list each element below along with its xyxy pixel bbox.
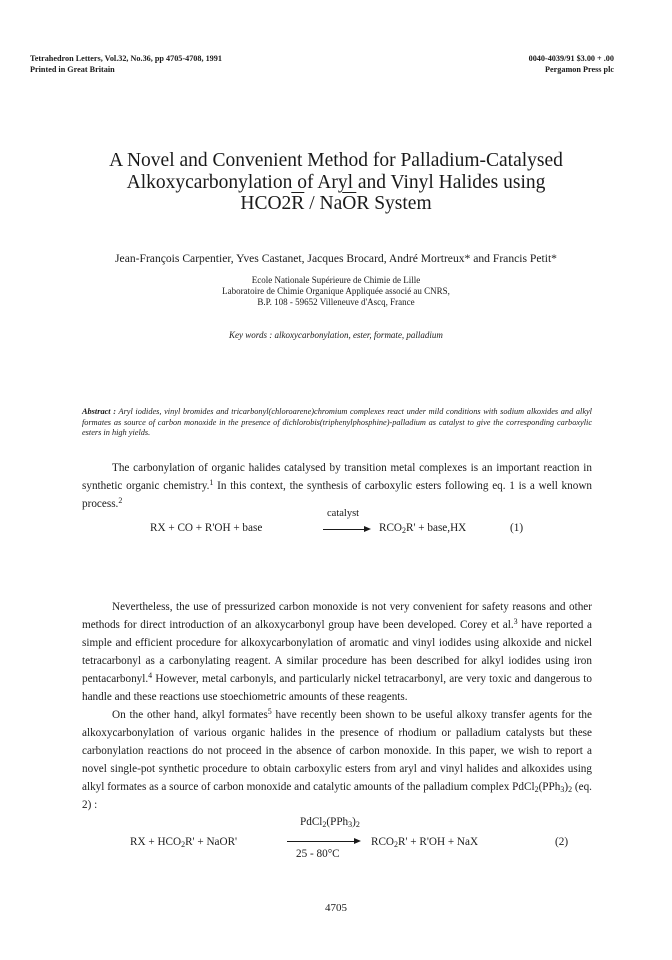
journal-citation: Tetrahedron Letters, Vol.32, No.36, pp 4705-4708, 1991 xyxy=(30,54,222,63)
ref-5: 5 xyxy=(267,707,272,716)
eq2-conditions: 25 - 80°C xyxy=(296,848,340,860)
eq2-number: (2) xyxy=(555,836,569,848)
title-o: $\overline{O}$ xyxy=(342,193,357,214)
page-number: 4705 xyxy=(325,902,347,914)
para2-text-c: However, metal carbonyls, and particularly nickel tetracarbonyl, are very toxic and dangerous to handle and these reactions use stoechiometric amounts of these reagents. xyxy=(82,673,592,703)
para2-text-a: Nevertheless, the use of pressurized carbon monoxide is not very convenient for safety reasons and other methods for direct introduction of an alkoxycarbonyl group have been developed. Corey et al. xyxy=(82,601,592,631)
title-line-3 xyxy=(60,193,612,215)
affiliation-line-2: Laboratoire de Chimie Organique Appliquée associé au CNRS, xyxy=(222,286,450,296)
paragraph-2: Nevertheless, the use of pressurized carbon monoxide is not very convenient for safety reasons and other methods for direct introduction of an alkoxycarbonyl group have been developed. Corey et al.$^3$ have reported a simple and efficient procedure for alkoxycarbonylation of aromatic and vinyl iodides using alkoxide and nickel tetracarbonyl as a carbonylating reagent. A similar procedure has been described for alkyl iodides using iron pentacarbonyl.$^4$ However, metal carbonyls, and particularly nickel tetracarbonyl, are very toxic and dangerous to handle and these reactions use stoechiometric amounts of these reagents. On the other hand, alkyl formates$^5$ have recently been shown to be useful alkoxy transfer agents for the alkoxycarbonylation of various organic halides in the presence of rhodium or palladium catalysts but these carbonylation reactions do not proceed in the absence of carbon monoxide. In this paper, we wish to report a novel single-pot synthetic procedure to obtain carboxylic esters from aryl and vinyl halides and alkoxides using alkyl formates as a source of carbon monoxide and catalytic amounts of the palladium complex $PdCl_2(PPh_3)_2$ (eq. 2) : xyxy=(82,601,592,811)
ref-3: 3 xyxy=(513,617,518,626)
abstract-label: Abstract : xyxy=(82,407,116,416)
eq2-right: $RCO_2R' + R'OH$ + NaX xyxy=(371,836,479,849)
eq1-left: RX + CO + R'OH + base xyxy=(150,522,263,534)
title-system: System xyxy=(369,193,432,214)
affiliation-line-3: B.P. 108 - 59652 Villeneuve d'Ascq, France xyxy=(257,297,415,307)
para2-text-b: have reported a simple and efficient procedure for alkoxycarbonylation of aromatic and vinyl iodides using alkoxide and nickel tetracarbonyl as a carbonylating reagent. A similar procedure has been described for alkyl iodides using iron pentacarbonyl. xyxy=(82,619,592,685)
title-sep: / Na xyxy=(304,193,343,214)
ref-2: 2 xyxy=(118,496,123,505)
authors: Jean-François Carpentier, Yves Castanet, Jacques Brocard, André Mortreux* and Francis Petit* xyxy=(115,252,557,265)
title-r: $\overline{R}$ xyxy=(291,193,305,214)
abstract xyxy=(82,407,592,439)
paper-title xyxy=(60,150,612,215)
eq2-left: RX + $HCO_2R'$ + NaOR' xyxy=(130,836,238,849)
printed-location: Printed in Great Britain xyxy=(30,65,115,74)
title-line-1: A Novel and Convenient Method for Palladium-Catalysed xyxy=(109,150,563,171)
ref-4: 4 xyxy=(148,671,153,680)
ref-1: 1 xyxy=(209,478,214,487)
para1-text-b: In this context, the synthesis of carboxylic esters following eq. 1 is a well known process. xyxy=(82,480,592,510)
title-line-2: Alkoxycarbonylation of Aryl and Vinyl Halides using xyxy=(126,171,546,193)
paragraph-1 xyxy=(82,459,592,513)
abstract-text: Aryl iodides, vinyl bromides and tricarbonyl(chloroarene)chromium complexes react under mild conditions with sodium alkoxides and alkyl formates as source of carbon monoxide in the presence of dichlorobis(triphenylphosphine)-palladium as catalyst to give the corresponding carboxylic esters in high yields. xyxy=(82,407,592,437)
title-r2: R xyxy=(356,193,370,214)
eq1-arrow xyxy=(323,529,367,530)
eq1-number: (1) xyxy=(510,522,524,534)
publisher: Pergamon Press plc xyxy=(545,65,614,74)
keywords: Key words : alkoxycarbonylation, ester, formate, palladium xyxy=(229,330,443,340)
para1-text-a: The carbonylation of organic halides catalysed by transition metal complexes is an important reaction in synthetic organic chemistry. xyxy=(82,462,592,492)
para3-text-a: On the other hand, alkyl formates xyxy=(112,709,268,721)
issn-price: 0040-4039/91 $3.00 + .00 xyxy=(528,54,614,63)
eq1-right: $RCO_2R'$ + base,HX xyxy=(379,522,467,535)
title-co2: CO2 xyxy=(254,193,292,214)
title-h: H xyxy=(240,193,255,214)
para3-text-b: have recently been shown to be useful alkoxy transfer agents for the alkoxycarbonylation of various organic halides in the presence of rhodium or palladium catalysts but these carbonylation reactions do not proceed in the absence of carbon monoxide. In this paper, we wish to report a novel single-pot synthetic procedure to obtain carboxylic esters from aryl and vinyl halides and alkoxides using alkyl formates as a source of carbon monoxide and catalytic amounts of the palladium complex PdCl xyxy=(82,709,592,793)
affiliation-line-1: Ecole Nationale Supérieure de Chimie de Lille xyxy=(251,275,421,285)
eq2-arrowhead xyxy=(354,838,361,844)
eq1-catalyst: catalyst xyxy=(327,508,360,519)
eq2-catalyst: $PdCl_2(PPh_3)_2$ xyxy=(300,816,360,829)
affiliation xyxy=(100,275,572,308)
eq2-arrow xyxy=(287,841,357,842)
eq1-arrowhead xyxy=(364,526,371,532)
